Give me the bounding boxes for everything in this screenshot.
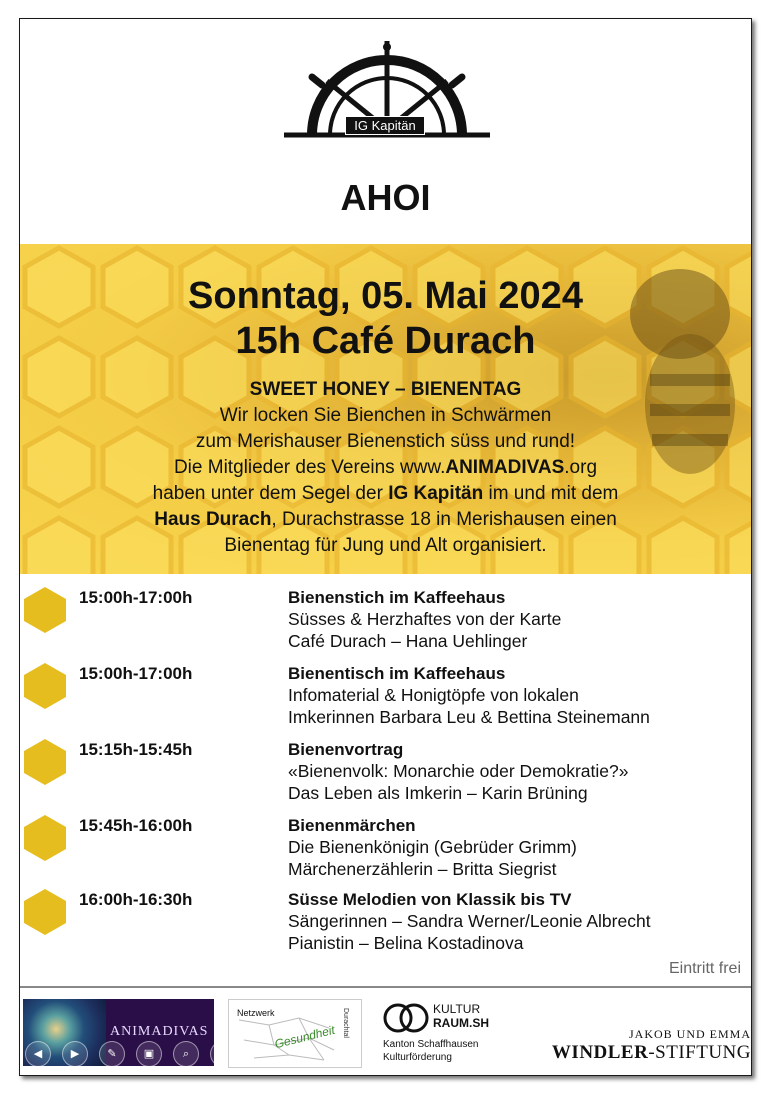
event-intro <box>20 377 751 559</box>
event-date: Sonntag, 05. Mai 2024 <box>188 275 583 317</box>
poster-page <box>19 18 752 1076</box>
durachtal-label: Durachtal <box>342 1008 349 1038</box>
program-line-1: Infomaterial & Honigtöpfe von lokalen <box>288 685 579 705</box>
intro-line-1: Wir locken Sie Bienchen in Schwärmen <box>219 405 552 426</box>
program-time: 15:00h-17:00h <box>79 664 193 683</box>
rings-icon <box>383 1001 429 1035</box>
kulturraum-logo <box>383 999 513 1066</box>
program-time: 16:00h-16:30h <box>79 890 193 909</box>
ship-wheel-logo <box>282 39 492 141</box>
program-row <box>20 886 751 962</box>
program-line-1: «Bienenvolk: Monarchie oder Demokratie?» <box>288 761 629 781</box>
program-time: 15:15h-15:45h <box>79 740 193 759</box>
windler-stiftung-logo: WINDLER-STIFTUNG <box>551 1042 751 1063</box>
program-line-1: Die Bienenkönigin (Gebrüder Grimm) <box>288 837 577 857</box>
hexagon-icon <box>23 814 67 862</box>
program-line-2: Imkerinnen Barbara Leu & Bettina Steinemann <box>288 707 650 727</box>
hexagon-icon <box>23 662 67 710</box>
program-row <box>20 660 751 736</box>
footer-divider <box>20 986 751 988</box>
program-line-2: Märchenerzählerin – Britta Siegrist <box>288 859 557 879</box>
zoom-icon[interactable]: ⌕ <box>173 1041 199 1067</box>
program-row <box>20 812 751 888</box>
more-icon[interactable]: ⋯ <box>210 1041 236 1067</box>
program-title: Süsse Melodien von Klassik bis TV <box>288 890 572 909</box>
netzwerk-label: Netzwerk <box>237 1008 275 1018</box>
intro-line-2: zum Merishauser Bienenstich süss und rund! <box>195 431 576 452</box>
program-row <box>20 584 751 660</box>
program-line-2: Café Durach – Hana Uehlinger <box>288 631 528 651</box>
intro-line-6: Bienentag für Jung und Alt organisiert. <box>224 535 547 556</box>
entry-note: Eintritt frei <box>668 960 741 977</box>
program-title: Bienenmärchen <box>288 816 416 835</box>
program-time: 15:45h-16:00h <box>79 816 193 835</box>
intro-line-4: haben unter dem Segel der IG Kapitän im und mit dem <box>152 483 619 504</box>
intro-line-5: Haus Durach, Durachstrasse 18 in Merishausen einen <box>154 509 617 530</box>
event-place: 15h Café Durach <box>235 320 536 362</box>
logo-label: IG Kapitän <box>345 116 425 135</box>
netzwerk-gesundheit-logo <box>228 999 362 1068</box>
back-icon[interactable]: ◀ <box>25 1041 51 1067</box>
program-title: Bienenvortrag <box>288 740 404 759</box>
program-line-1: Süsses & Herzhaftes von der Karte <box>288 609 562 629</box>
kulturfoerderung-label: Kulturförderung <box>383 1052 452 1063</box>
intro-line-3: Die Mitglieder des Vereins www.ANIMADIVAS.org <box>173 457 598 478</box>
windler-top-label: JAKOB UND EMMA <box>628 1027 751 1041</box>
save-icon[interactable]: ▣ <box>136 1041 162 1067</box>
play-icon[interactable]: ▶ <box>62 1041 88 1067</box>
greeting: AHOI <box>340 177 431 218</box>
program-time: 15:00h-17:00h <box>79 588 193 607</box>
animadivas-label: ANIMADIVAS <box>110 1024 209 1039</box>
hexagon-icon <box>23 888 67 936</box>
program-line-2: Pianistin – Belina Kostadinova <box>288 933 524 953</box>
hexagon-icon <box>23 738 67 786</box>
raum-label: RAUM.SH <box>433 1016 489 1030</box>
kultur-label: KULTUR <box>433 1002 481 1016</box>
program-title: Bienentisch im Kaffeehaus <box>288 664 506 683</box>
event-headline: SWEET HONEY – BIENENTAG <box>249 379 522 400</box>
honey-banner <box>20 244 751 574</box>
hexagon-icon <box>23 586 67 634</box>
edit-icon[interactable]: ✎ <box>99 1041 125 1067</box>
kanton-label: Kanton Schaffhausen <box>383 1039 479 1050</box>
gesundheit-label: Gesundheit <box>273 1022 337 1052</box>
program-row <box>20 736 751 812</box>
program-line-1: Sängerinnen – Sandra Werner/Leonie Albrecht <box>288 911 651 931</box>
image-toolbar <box>25 1041 247 1067</box>
program-title: Bienenstich im Kaffeehaus <box>288 588 506 607</box>
program-line-2: Das Leben als Imkerin – Karin Brüning <box>288 783 588 803</box>
